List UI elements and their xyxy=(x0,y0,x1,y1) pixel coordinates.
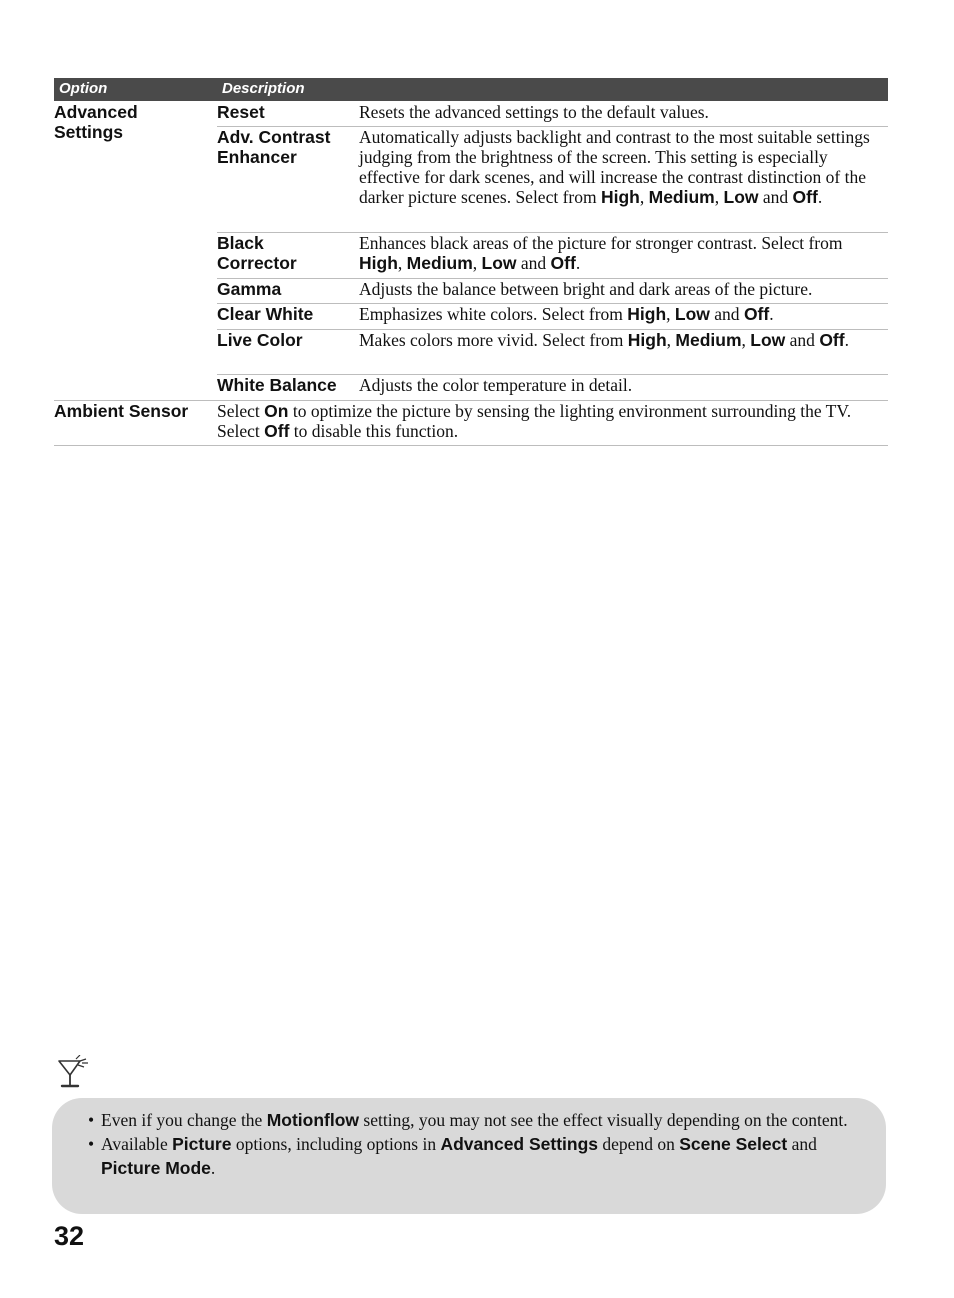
keyword: Off xyxy=(819,330,845,350)
label-adv-contrast-line1: Adv. Contrast xyxy=(217,127,331,147)
text-segment: Adjusts the color temperature in detail. xyxy=(359,375,633,395)
text-segment: and xyxy=(516,253,551,273)
keyword: Low xyxy=(481,253,517,273)
label-reset: Reset xyxy=(217,102,265,122)
label-live-color: Live Color xyxy=(217,330,303,350)
desc-white-balance xyxy=(359,375,888,395)
keyword: Low xyxy=(723,187,759,207)
hint-list xyxy=(88,1108,868,1180)
row-gamma xyxy=(217,279,888,303)
text-segment: Automatically adjusts backlight and contrast to the most suitable settings judging from the brightness of the screen. This setting is especially effective for dark scenes, and will increase the contrast distinction of the darker picture scenes. Select from xyxy=(359,127,870,207)
table-header xyxy=(54,78,888,101)
keyword: Low xyxy=(750,330,786,350)
keyword: High xyxy=(627,304,667,324)
label-black-line2: Corrector xyxy=(217,253,297,273)
keyword: Medium xyxy=(406,253,473,273)
keyword: Off xyxy=(792,187,818,207)
option-advanced-line2: Settings xyxy=(54,122,124,142)
text-segment: , xyxy=(741,330,751,350)
keyword: Low xyxy=(674,304,710,324)
text-segment: and xyxy=(758,187,793,207)
text-segment: , xyxy=(472,253,482,273)
header-description: Description xyxy=(222,80,305,97)
keyword: Scene Select xyxy=(679,1134,788,1154)
hint-box xyxy=(52,1098,886,1214)
desc-black-corrector xyxy=(359,233,888,273)
row-adv-contrast-enhancer xyxy=(217,127,888,231)
text-segment: and xyxy=(785,330,820,350)
keyword: Medium xyxy=(648,187,715,207)
keyword: Picture Mode xyxy=(101,1158,211,1178)
option-ambient-sensor: Ambient Sensor xyxy=(54,401,189,421)
label-black-line1: Black xyxy=(217,233,264,253)
label-adv-contrast-line2: Enhancer xyxy=(217,147,297,167)
desc-ambient-sensor xyxy=(217,401,885,441)
text-segment: Resets the advanced settings to the default values. xyxy=(359,102,709,122)
text-segment: and xyxy=(709,304,744,324)
text-segment: to disable this function. xyxy=(289,421,459,441)
text-segment: , xyxy=(714,187,724,207)
label-adv-contrast-enhancer xyxy=(217,127,357,167)
text-segment: to optimize the picture by sensing the lighting environment surrounding the TV. Select xyxy=(217,401,852,441)
label-white-balance: White Balance xyxy=(217,375,337,395)
text-segment: , xyxy=(666,304,675,324)
text-segment: Available xyxy=(101,1134,173,1154)
text-segment: . xyxy=(844,330,849,350)
header-option: Option xyxy=(59,80,108,97)
label-clear-white: Clear White xyxy=(217,304,314,324)
keyword: High xyxy=(600,187,640,207)
desc-live-color xyxy=(359,330,888,350)
desc-clear-white xyxy=(359,304,888,324)
hint-item xyxy=(88,1108,868,1132)
hint-item xyxy=(88,1132,868,1180)
row-clear-white xyxy=(217,304,888,328)
row-white-balance xyxy=(217,375,888,399)
text-segment: depend on xyxy=(598,1134,680,1154)
desc-gamma xyxy=(359,279,888,299)
text-segment: Even if you change the xyxy=(101,1110,267,1130)
keyword: On xyxy=(264,401,289,421)
page-number: 32 xyxy=(54,1221,85,1251)
label-black-corrector xyxy=(217,233,357,273)
text-segment: Enhances black areas of the picture for stronger contrast. Select from xyxy=(359,233,843,253)
text-segment: . xyxy=(769,304,774,324)
keyword: Motionflow xyxy=(266,1110,360,1130)
option-advanced-line1: Advanced xyxy=(54,102,138,122)
text-segment: , xyxy=(666,330,676,350)
keyword: Off xyxy=(743,304,770,324)
text-segment: options, including options in xyxy=(231,1134,441,1154)
row-reset xyxy=(217,102,888,126)
keyword: Medium xyxy=(675,330,742,350)
keyword: Picture xyxy=(172,1134,232,1154)
keyword: Off xyxy=(264,421,290,441)
text-segment: . xyxy=(210,1158,216,1178)
keyword: Advanced Settings xyxy=(440,1134,599,1154)
label-gamma: Gamma xyxy=(217,279,282,299)
text-segment: , xyxy=(639,187,649,207)
desc-reset xyxy=(359,102,888,122)
text-segment: Emphasizes white colors. Select from xyxy=(359,304,628,324)
desc-adv-contrast-enhancer xyxy=(359,127,888,207)
hint-lamp-icon xyxy=(56,1055,98,1091)
keyword: High xyxy=(359,253,398,273)
text-segment: Select xyxy=(217,401,265,421)
option-advanced-settings xyxy=(54,102,138,142)
text-segment: Adjusts the balance between bright and dark areas of the picture. xyxy=(359,279,813,299)
row-live-color xyxy=(217,330,888,374)
text-segment: . xyxy=(575,253,581,273)
text-segment: and xyxy=(787,1134,817,1154)
keyword: Off xyxy=(550,253,576,273)
text-segment: setting, you may not see the effect visually depending on the content. xyxy=(359,1110,848,1130)
text-segment: . xyxy=(817,187,823,207)
text-segment: Makes colors more vivid. Select from xyxy=(359,330,628,350)
text-segment: , xyxy=(397,253,407,273)
table-bottom-rule xyxy=(54,445,888,446)
row-black-corrector xyxy=(217,233,888,277)
keyword: High xyxy=(627,330,667,350)
